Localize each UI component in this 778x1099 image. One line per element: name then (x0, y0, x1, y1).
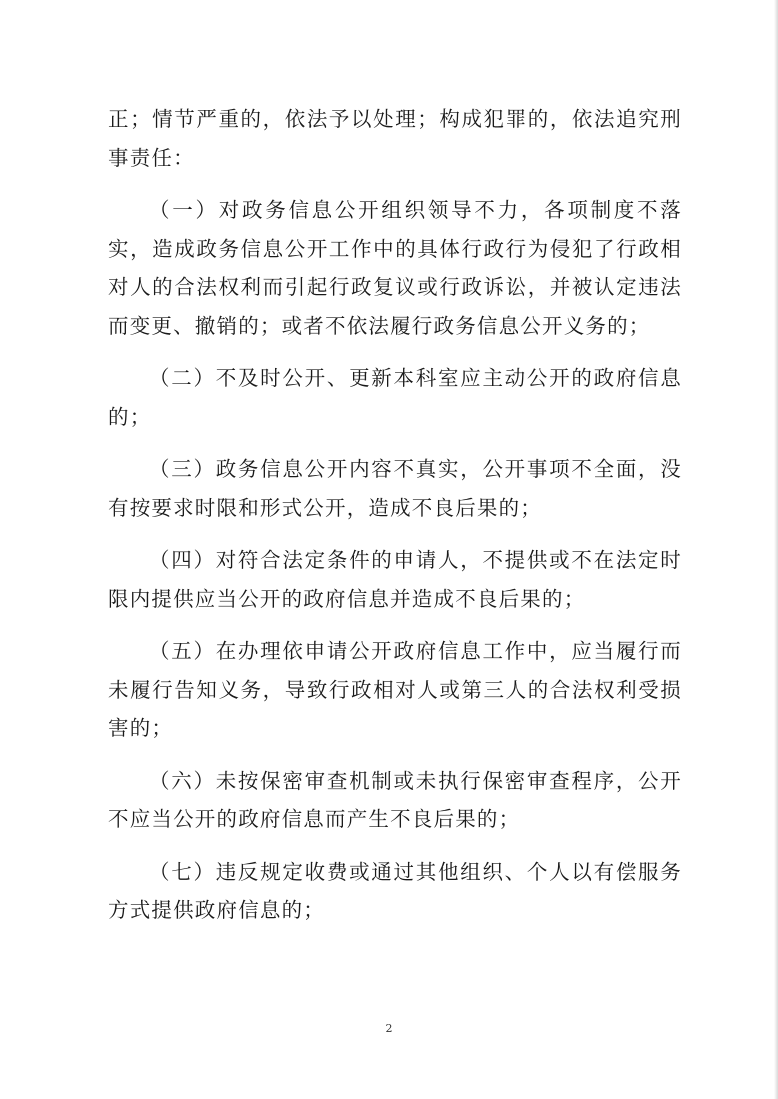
paragraph-item-3: （三）政务信息公开内容不真实，公开事项不全面，没有按要求时限和形式公开，造成不良后果的； (108, 457, 682, 520)
document-body (108, 100, 682, 930)
page-number: 2 (385, 1022, 393, 1035)
paragraph-item-1: （一）对政务信息公开组织领导不力，各项制度不落实，造成政务信息公开工作中的具体行政行为侵犯了行政相对人的合法权利而引起行政复议或行政诉讼，并被认定违法而变更、撤销的；或者不依法履行政务信息公开义务的； (108, 198, 682, 338)
page-edge-shadow (774, 0, 778, 1099)
paragraph-item-4: （四）对符合法定条件的申请人，不提供或不在法定时限内提供应当公开的政府信息并造成不良后果的； (108, 548, 682, 611)
paragraph-item-7: （七）违反规定收费或通过其他组织、个人以有偿服务方式提供政府信息的； (108, 859, 682, 922)
paragraph-item-2: （二）不及时公开、更新本科室应主动公开的政府信息的； (108, 366, 682, 429)
paragraph-item-6: （六）未按保密审查机制或未执行保密审查程序，公开不应当公开的政府信息而产生不良后果的； (108, 768, 682, 831)
paragraph-item-5: （五）在办理依申请公开政府信息工作中，应当履行而未履行告知义务，导致行政相对人或第三人的合法权利受损害的； (108, 639, 682, 740)
paragraph-continuation: 正；情节严重的，依法予以处理；构成犯罪的，依法追究刑事责任： (108, 107, 682, 170)
